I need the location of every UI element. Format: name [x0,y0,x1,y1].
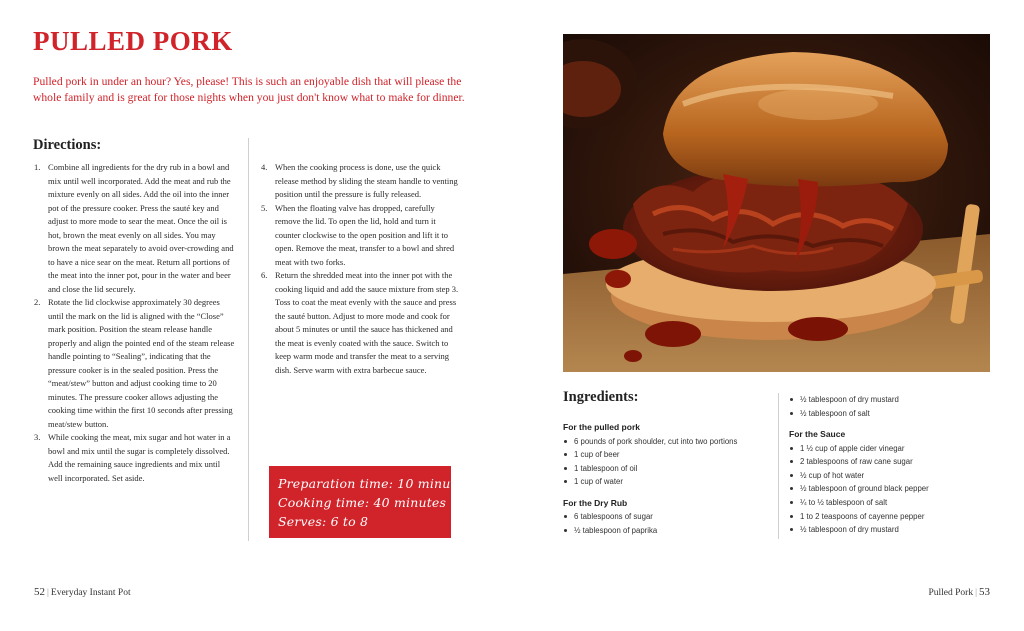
book-title: Everyday Instant Pot [50,588,131,598]
page-number-right: 53 [979,586,990,598]
ingredient-item: ½ tablespoon of dry mustard [789,393,989,407]
ingredient-item: ½ tablespoon of paprika [563,524,768,538]
directions-heading: Directions: [33,137,102,153]
page-number-left: 52 [34,586,45,598]
ingredients-column-left [563,421,768,538]
ingredient-group-heading: For the Sauce [789,429,846,440]
directions-column-right [261,161,461,377]
ingredient-item: ½ tablespoon of salt [789,407,989,421]
ingredient-item: 1 tablespoon of oil [563,462,768,476]
pulled-pork-sandwich-photo [563,34,990,372]
direction-step: 2. Rotate the lid clockwise approximately 30 degrees until the mark on the lid is aligned with the “Close” mark position. Position the steam release handle properly and align the pointed end of the steam release handle pointing to “Sealing”, indicating that the pressure cooker is in the sealed position. Press the “meat/stew” button and adjust cooking time to 20 minutes. The pressure cooker allows adjusting the cooking time within the first 10 seconds after pressing meat/stew button. [34,297,235,429]
ingredient-item: 1 cup of beer [563,448,768,462]
chapter-title: Pulled Pork [928,588,974,598]
ingredients-heading: Ingredients: [563,389,639,405]
ingredient-item: ¼ to ½ tablespoon of salt [789,496,989,510]
ingredient-item: 6 pounds of pork shoulder, cut into two portions [563,435,768,449]
ingredient-item: ½ tablespoon of ground black pepper [789,482,989,496]
direction-step: 4. When the cooking process is done, use the quick release method by sliding the steam handle to venting position until the pressure is fully released. [261,162,458,199]
ingredient-group-heading: For the Dry Rub [563,497,628,508]
column-divider [778,393,779,539]
direction-step: 6. Return the shredded meat into the inner pot with the cooking liquid and add the sauce mixture from step 3. Toss to coat the meat evenly with the sauce and press the sauté button. Adjust to more mode and cook for about 5 minutes or until the sauce has thickened and the meat is evenly coated with the sauce. Switch to keep warm mode and transfer the meat to a serving dish. Serve warm with extra barbecue sauce. [261,270,459,375]
prep-time-box [269,466,470,538]
footer-separator: | [975,588,977,598]
ingredient-item: ½ cup of hot water [789,469,989,483]
ingredient-item: 1 to 2 teaspoons of cayenne pepper [789,510,989,524]
direction-step: 1. Combine all ingredients for the dry rub in a bowl and mix until well incorporated. Add the meat and rub the mixture evenly on all sides. Add the oil into the inner pot of the pressure cooker. Press the sauté key and adjust to more mode to sear the meat. Once the oil is hot, brown the meat evenly on all sides. You may brown the meat separately to avoid over-crowding and to have a nice sear on the meat. Return all portions of the meat into the inner pot, pour in the water and beer and close the lid securely. [34,162,234,294]
direction-step: 5. When the floating valve has dropped, carefully remove the lid. To open the lid, hold and turn it counter clockwise to the open position and lift it to open. Remove the meat, transfer to a bowl and shred meat with two forks. [261,202,455,267]
ingredient-group-heading: For the pulled pork [563,422,640,432]
ingredient-item: 1 ½ cup of apple cider vinegar [789,442,989,456]
ingredient-item: 6 tablespoons of sugar [563,510,768,524]
recipe-intro: Pulled pork in under an hour? Yes, please! This is such an enjoyable dish that will please the whole family and is great for those nights when you just don't know what to make for dinner. [33,75,465,104]
direction-step: 3. While cooking the meat, mix sugar and hot water in a bowl and mix until the sugar is completely dissolved. Add the remaining sauce ingredients and mix until well incorporated. Set aside. [34,432,231,483]
ingredient-item: 2 tablespoons of raw cane sugar [789,455,989,469]
directions-column-left [34,161,236,485]
cooking-time: Cooking time: 40 minutes [278,495,447,510]
column-divider [248,138,249,541]
footer-separator: | [47,588,49,598]
ingredients-column-right [789,393,989,537]
servings: Serves: 6 to 8 [278,514,369,529]
footer-right [928,586,990,598]
preparation-time: Preparation time: 10 minutes [278,476,470,491]
footer-left [34,586,131,598]
recipe-title: PULLED PORK [33,26,233,56]
ingredient-item: 1 cup of water [563,475,768,489]
ingredient-item: ½ tablespoon of dry mustard [789,523,989,537]
